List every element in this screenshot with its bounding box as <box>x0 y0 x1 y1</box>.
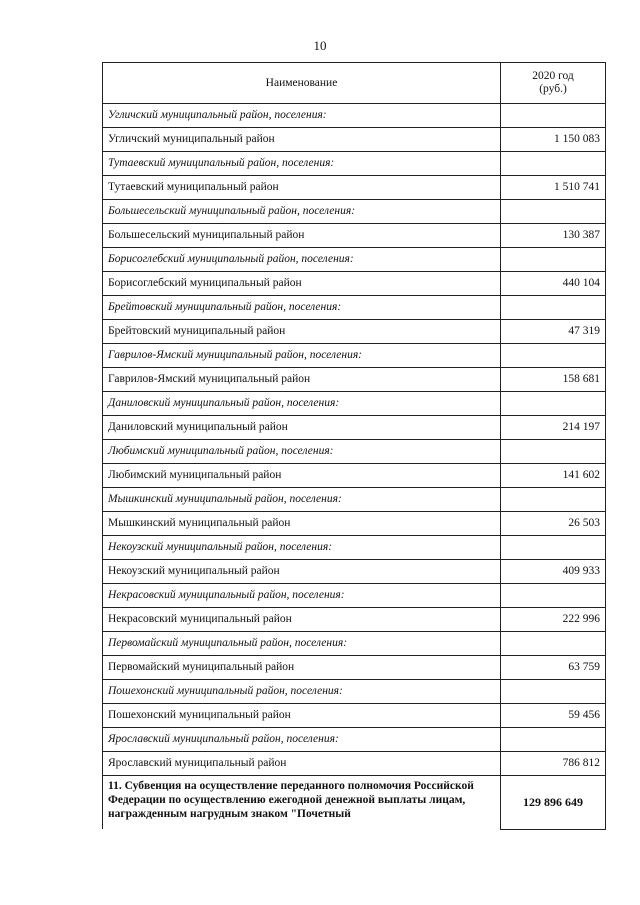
amount-cell <box>501 584 606 608</box>
amount-cell: 130 387 <box>501 224 606 248</box>
table-row <box>103 656 606 680</box>
amount-cell: 222 996 <box>501 608 606 632</box>
group-header-row <box>103 536 606 560</box>
amount-cell <box>501 680 606 704</box>
amount-cell <box>501 488 606 512</box>
group-label: Некрасовский муниципальный район, поселения: <box>103 584 501 608</box>
amount-cell <box>501 728 606 752</box>
district-name: Некрасовский муниципальный район <box>103 608 501 632</box>
table-row <box>103 368 606 392</box>
district-name: Первомайский муниципальный район <box>103 656 501 680</box>
district-name: Гаврилов-Ямский муниципальный район <box>103 368 501 392</box>
district-name: Даниловский муниципальный район <box>103 416 501 440</box>
group-label: Первомайский муниципальный район, поселения: <box>103 632 501 656</box>
group-label: Пошехонский муниципальный район, поселения: <box>103 680 501 704</box>
table-row <box>103 176 606 200</box>
amount-cell: 786 812 <box>501 752 606 776</box>
district-name: Угличский муниципальный район <box>103 128 501 152</box>
amount-cell: 47 319 <box>501 320 606 344</box>
group-label: Ярославский муниципальный район, поселения: <box>103 728 501 752</box>
amount-cell <box>501 440 606 464</box>
group-header-row <box>103 632 606 656</box>
group-header-row <box>103 728 606 752</box>
group-label: Угличский муниципальный район, поселения: <box>103 104 501 128</box>
district-name: Мышкинский муниципальный район <box>103 512 501 536</box>
table-row <box>103 560 606 584</box>
table-row <box>103 608 606 632</box>
amount-cell <box>501 344 606 368</box>
group-header-row <box>103 584 606 608</box>
budget-table <box>102 62 606 830</box>
table-row <box>103 704 606 728</box>
amount-cell: 158 681 <box>501 368 606 392</box>
group-label: Брейтовский муниципальный район, поселения: <box>103 296 501 320</box>
amount-cell: 26 503 <box>501 512 606 536</box>
amount-cell: 1 510 741 <box>501 176 606 200</box>
group-header-row <box>103 344 606 368</box>
district-name: Брейтовский муниципальный район <box>103 320 501 344</box>
header-year: 2020 год <box>532 70 574 82</box>
group-label: Гаврилов-Ямский муниципальный район, поселения: <box>103 344 501 368</box>
table-row <box>103 224 606 248</box>
table-header-row <box>103 63 606 104</box>
group-header-row <box>103 152 606 176</box>
district-name: Борисоглебский муниципальный район <box>103 272 501 296</box>
amount-cell: 59 456 <box>501 704 606 728</box>
table-row <box>103 272 606 296</box>
district-name: Любимский муниципальный район <box>103 464 501 488</box>
district-name: Некоузский муниципальный район <box>103 560 501 584</box>
amount-cell: 141 602 <box>501 464 606 488</box>
header-value <box>501 63 606 104</box>
subvention-amount: 129 896 649 <box>501 776 606 830</box>
table-row <box>103 320 606 344</box>
subvention-total-row <box>103 776 606 830</box>
group-label: Некоузский муниципальный район, поселения: <box>103 536 501 560</box>
table-row <box>103 752 606 776</box>
amount-cell: 409 933 <box>501 560 606 584</box>
group-header-row <box>103 200 606 224</box>
table-body <box>103 104 606 830</box>
district-name: Ярославский муниципальный район <box>103 752 501 776</box>
group-label: Даниловский муниципальный район, поселения: <box>103 392 501 416</box>
group-header-row <box>103 392 606 416</box>
amount-cell <box>501 104 606 128</box>
amount-cell: 214 197 <box>501 416 606 440</box>
group-header-row <box>103 440 606 464</box>
amount-cell <box>501 296 606 320</box>
amount-cell <box>501 152 606 176</box>
group-header-row <box>103 488 606 512</box>
district-name: Пошехонский муниципальный район <box>103 704 501 728</box>
header-unit: (руб.) <box>539 83 567 95</box>
amount-cell <box>501 536 606 560</box>
amount-cell <box>501 632 606 656</box>
amount-cell: 63 759 <box>501 656 606 680</box>
amount-cell: 440 104 <box>501 272 606 296</box>
amount-cell <box>501 248 606 272</box>
group-header-row <box>103 104 606 128</box>
table-row <box>103 128 606 152</box>
amount-cell <box>501 200 606 224</box>
page-number: 10 <box>313 38 327 53</box>
group-header-row <box>103 248 606 272</box>
amount-cell: 1 150 083 <box>501 128 606 152</box>
group-label: Мышкинский муниципальный район, поселения: <box>103 488 501 512</box>
group-header-row <box>103 296 606 320</box>
header-name: Наименование <box>103 63 501 104</box>
group-label: Тутаевский муниципальный район, поселения: <box>103 152 501 176</box>
district-name: Тутаевский муниципальный район <box>103 176 501 200</box>
group-label: Большесельский муниципальный район, поселения: <box>103 200 501 224</box>
group-label: Любимский муниципальный район, поселения: <box>103 440 501 464</box>
table-row <box>103 512 606 536</box>
subvention-title: 11. Субвенция на осуществление переданного полномочия Российской Федерации по осуществлению ежегодной денежной выплаты лицам, награжденным нагрудным знаком "Почетный <box>103 776 501 830</box>
group-header-row <box>103 680 606 704</box>
group-label: Борисоглебский муниципальный район, поселения: <box>103 248 501 272</box>
table-row <box>103 416 606 440</box>
district-name: Большесельский муниципальный район <box>103 224 501 248</box>
amount-cell <box>501 392 606 416</box>
table-row <box>103 464 606 488</box>
